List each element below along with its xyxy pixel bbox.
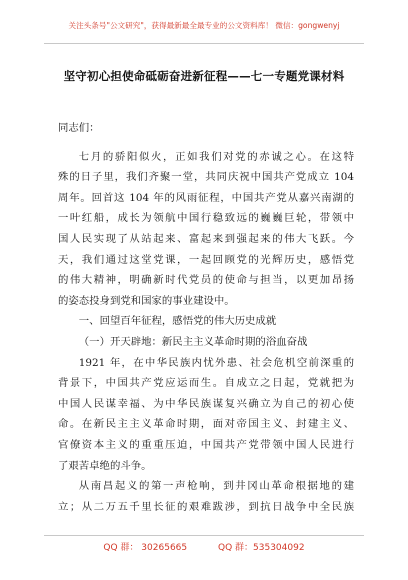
paragraph-line: 国人民实现了从站起来、富起来到强起来的伟大飞跃。今 [58, 232, 354, 245]
paragraph-line: 背景下，中国共产党应运而生。自成立之日起，党就把为 [58, 377, 354, 390]
section-heading: 一、回望百年征程，感悟党的伟大历史成就 [78, 315, 277, 328]
header-divider [44, 43, 364, 44]
paragraph-line: 七月的骄阳似火，正如我们对党的赤诚之心。在这特 [78, 150, 354, 163]
paragraph-line: 的姿态投身到党和国家的事业建设中。 [58, 294, 235, 307]
footer-qq-group-2: QQ 群：535304092 [218, 543, 305, 553]
footer-contact [0, 540, 408, 553]
greeting: 同志们： [58, 122, 100, 134]
paragraph-line: 立；从二万五千里长征的艰难跋涉，到抗日战争中全民族 [58, 500, 354, 513]
paragraph-line: 了艰苦卓绝的斗争。 [58, 459, 152, 472]
paragraph-1 [58, 147, 354, 312]
paragraph-2 [58, 353, 354, 477]
document-title: 坚守初心担使命砥砺奋进新征程——七一专题党课材料 [63, 69, 345, 83]
paragraph-line: 周年。回首这 104 年的风雨征程，中国共产党从嘉兴南湖的 [58, 191, 354, 204]
spacer [58, 139, 354, 147]
header-promo-note: 关注头条号"公文研究"，获得最新最全最专业的公文资料库！ 微信：gongwenyj [68, 21, 340, 30]
paragraph-line: 命。在新民主主义革命时期，面对帝国主义、封建主义、 [58, 418, 354, 431]
paragraph-line: 一叶红船，成长为领航中国行稳致远的巍巍巨轮，带领中 [58, 212, 354, 225]
paragraph-line: 天，我们通过这堂党课，一起回顾党的光辉历史，感悟党 [58, 253, 354, 266]
paragraph-line: 中国人民谋幸福、为中华民族谋复兴确立为自己的初心使 [58, 397, 354, 410]
paragraph-3 [58, 476, 354, 517]
paragraph-line: 殊的日子里，我们齐聚一堂，共同庆祝中国共产党成立 104 [58, 171, 354, 184]
paragraph-line: 1921 年，在中华民族内忧外患、社会危机空前深重的 [78, 356, 354, 369]
paragraph-line: 从南昌起义的第一声枪响，到井冈山革命根据地的建 [78, 480, 354, 493]
document-body [58, 118, 354, 517]
subsection-heading: （一）开天辟地：新民主主义革命时期的浴血奋战 [78, 335, 308, 348]
footer-divider [44, 535, 364, 536]
paragraph-line: 的伟大精神，明确新时代党员的使命与担当，以更加昂扬 [58, 274, 354, 287]
footer-qq-group-1: QQ 群： 30265665 [103, 543, 188, 553]
paragraph-line: 官僚资本主义的重重压迫，中国共产党带领中国人民进行 [58, 438, 354, 451]
